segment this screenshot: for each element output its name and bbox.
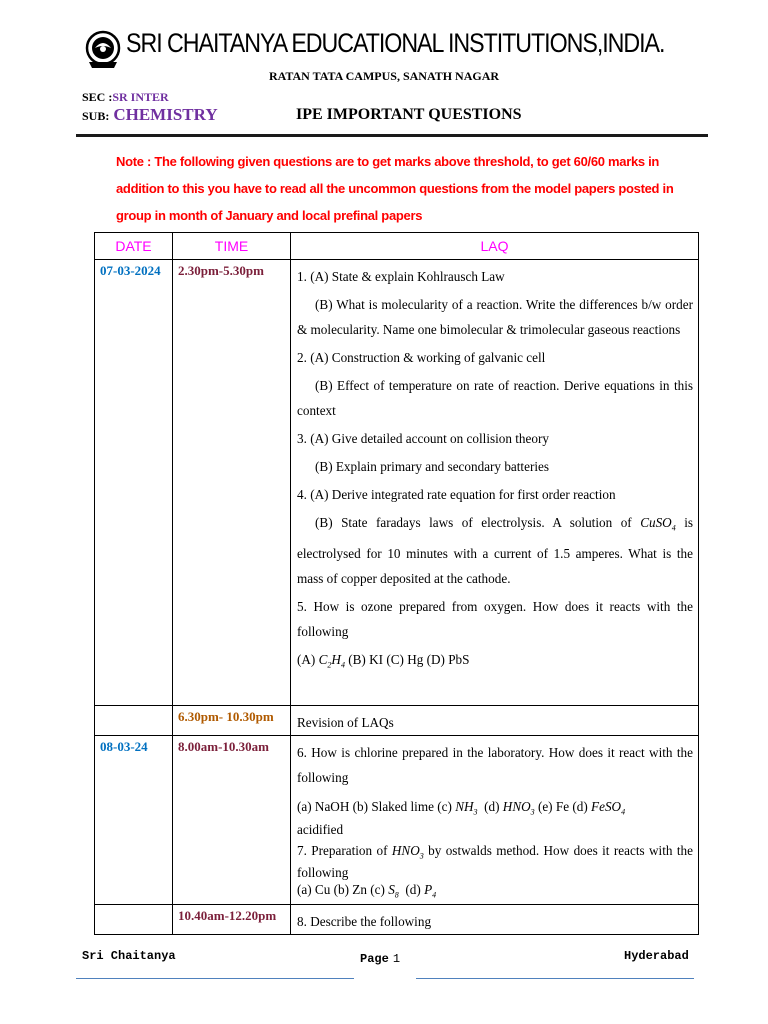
laq-cell bbox=[291, 260, 699, 706]
table-header-row bbox=[95, 233, 699, 260]
question-8: 8. Describe the following bbox=[297, 913, 432, 929]
question-3a: 3. (A) Give detailed account on collision theory bbox=[297, 431, 549, 446]
time-cell bbox=[173, 260, 291, 706]
question-3b: (B) Explain primary and secondary batteries bbox=[315, 459, 549, 474]
question-7: 7. Preparation of $HNO_3$ by ostwalds method. How does it reacts with the following bbox=[297, 842, 693, 881]
section-line bbox=[82, 90, 169, 105]
time-value: 10.40am-12.20pm bbox=[178, 907, 277, 923]
table-row bbox=[95, 736, 699, 905]
time-value: 6.30pm- 10.30pm bbox=[178, 709, 274, 724]
formula-c2h4: $C_2H_4$ bbox=[318, 651, 345, 670]
header-date: DATE bbox=[95, 233, 173, 260]
page-number: 1 bbox=[392, 952, 401, 966]
header-laq: LAQ bbox=[291, 233, 699, 260]
note-text: Note : The following given questions are to get marks above threshold, to get 60/60 marks in addition to this you have to read all the uncommon questions from the model papers posted in group in month of January and local prefinal papers bbox=[116, 154, 674, 223]
formula-hno3: $HNO_3$ bbox=[391, 842, 424, 861]
sub-label: SUB: bbox=[82, 109, 110, 123]
footer-divider-right bbox=[416, 978, 694, 979]
sec-label: SEC : bbox=[82, 90, 113, 104]
time-cell bbox=[173, 904, 291, 934]
question-6: 6. How is chlorine prepared in the laboratory. How does it react with the following bbox=[297, 745, 693, 785]
question-4a: 4. (A) Derive integrated rate equation for first order reaction bbox=[297, 487, 616, 502]
question-5-options: (A) $C_2H_4$ (B) KI (C) Hg (D) PbS bbox=[297, 651, 470, 670]
page-indicator bbox=[360, 952, 400, 966]
subject-line bbox=[82, 105, 218, 125]
date-cell bbox=[95, 260, 173, 706]
institution-logo bbox=[84, 30, 122, 70]
table-row bbox=[95, 706, 699, 736]
document-title: IPE IMPORTANT QUESTIONS bbox=[296, 106, 522, 123]
schedule-table bbox=[94, 232, 699, 935]
table-row bbox=[95, 904, 699, 934]
date-value: 08-03-24 bbox=[100, 739, 148, 754]
header-time: TIME bbox=[173, 233, 291, 260]
question-4b: (B) State faradays laws of electrolysis. A solution of CuSO$_4$ is electrolysed for 10 minutes with a current of 1.5 amperes. What is the mass of copper deposited at the cathode. bbox=[297, 515, 693, 586]
question-1a: 1. (A) State & explain Kohlrausch Law bbox=[297, 269, 505, 284]
time-cell bbox=[173, 736, 291, 905]
sub-value: CHEMISTRY bbox=[113, 105, 218, 124]
footer-left-text: Sri Chaitanya bbox=[82, 949, 176, 963]
table-row bbox=[95, 260, 699, 706]
question-6-options: (a) NaOH (b) Slaked lime (c) $NH_3$ (d) $HNO_3$ (e) Fe (d) FeSO$_4$ acidified bbox=[297, 799, 626, 837]
date-value: 07-03-2024 bbox=[100, 263, 161, 278]
header-divider bbox=[76, 134, 708, 137]
revision-text: Revision of LAQs bbox=[297, 715, 394, 730]
footer-right-text: Hyderabad bbox=[624, 949, 689, 963]
laq-cell bbox=[291, 706, 699, 736]
campus-name: RATAN TATA CAMPUS, SANATH NAGAR bbox=[268, 69, 500, 83]
date-cell bbox=[95, 904, 173, 934]
time-cell bbox=[173, 706, 291, 736]
question-7-options: (a) Cu (b) Zn (c) $S_8$ (d) $P_4$ bbox=[297, 882, 437, 900]
sec-value: SR INTER bbox=[112, 90, 169, 104]
footer-divider-left bbox=[76, 978, 354, 979]
laq-cell bbox=[291, 736, 699, 905]
institution-title: SRI CHAITANYA EDUCATIONAL INSTITUTIONS,INDIA. bbox=[126, 28, 665, 58]
page-label: Page bbox=[360, 952, 389, 966]
formula-cuso4: CuSO$_4$ bbox=[640, 515, 676, 533]
time-value: 2.30pm-5.30pm bbox=[178, 263, 264, 278]
question-2a: 2. (A) Construction & working of galvanic cell bbox=[297, 350, 546, 365]
question-2b: (B) Effect of temperature on rate of reaction. Derive equations in this context bbox=[297, 378, 693, 418]
laq-cell bbox=[291, 904, 699, 934]
question-5: 5. How is ozone prepared from oxygen. How does it reacts with the following bbox=[297, 598, 693, 639]
question-1b: (B) What is molecularity of a reaction. Write the differences b/w order & molecularity. Name one bimolecular & trimolecular gaseous reactions bbox=[297, 297, 693, 337]
date-cell bbox=[95, 736, 173, 905]
time-value: 8.00am-10.30am bbox=[178, 739, 269, 754]
date-cell bbox=[95, 706, 173, 736]
